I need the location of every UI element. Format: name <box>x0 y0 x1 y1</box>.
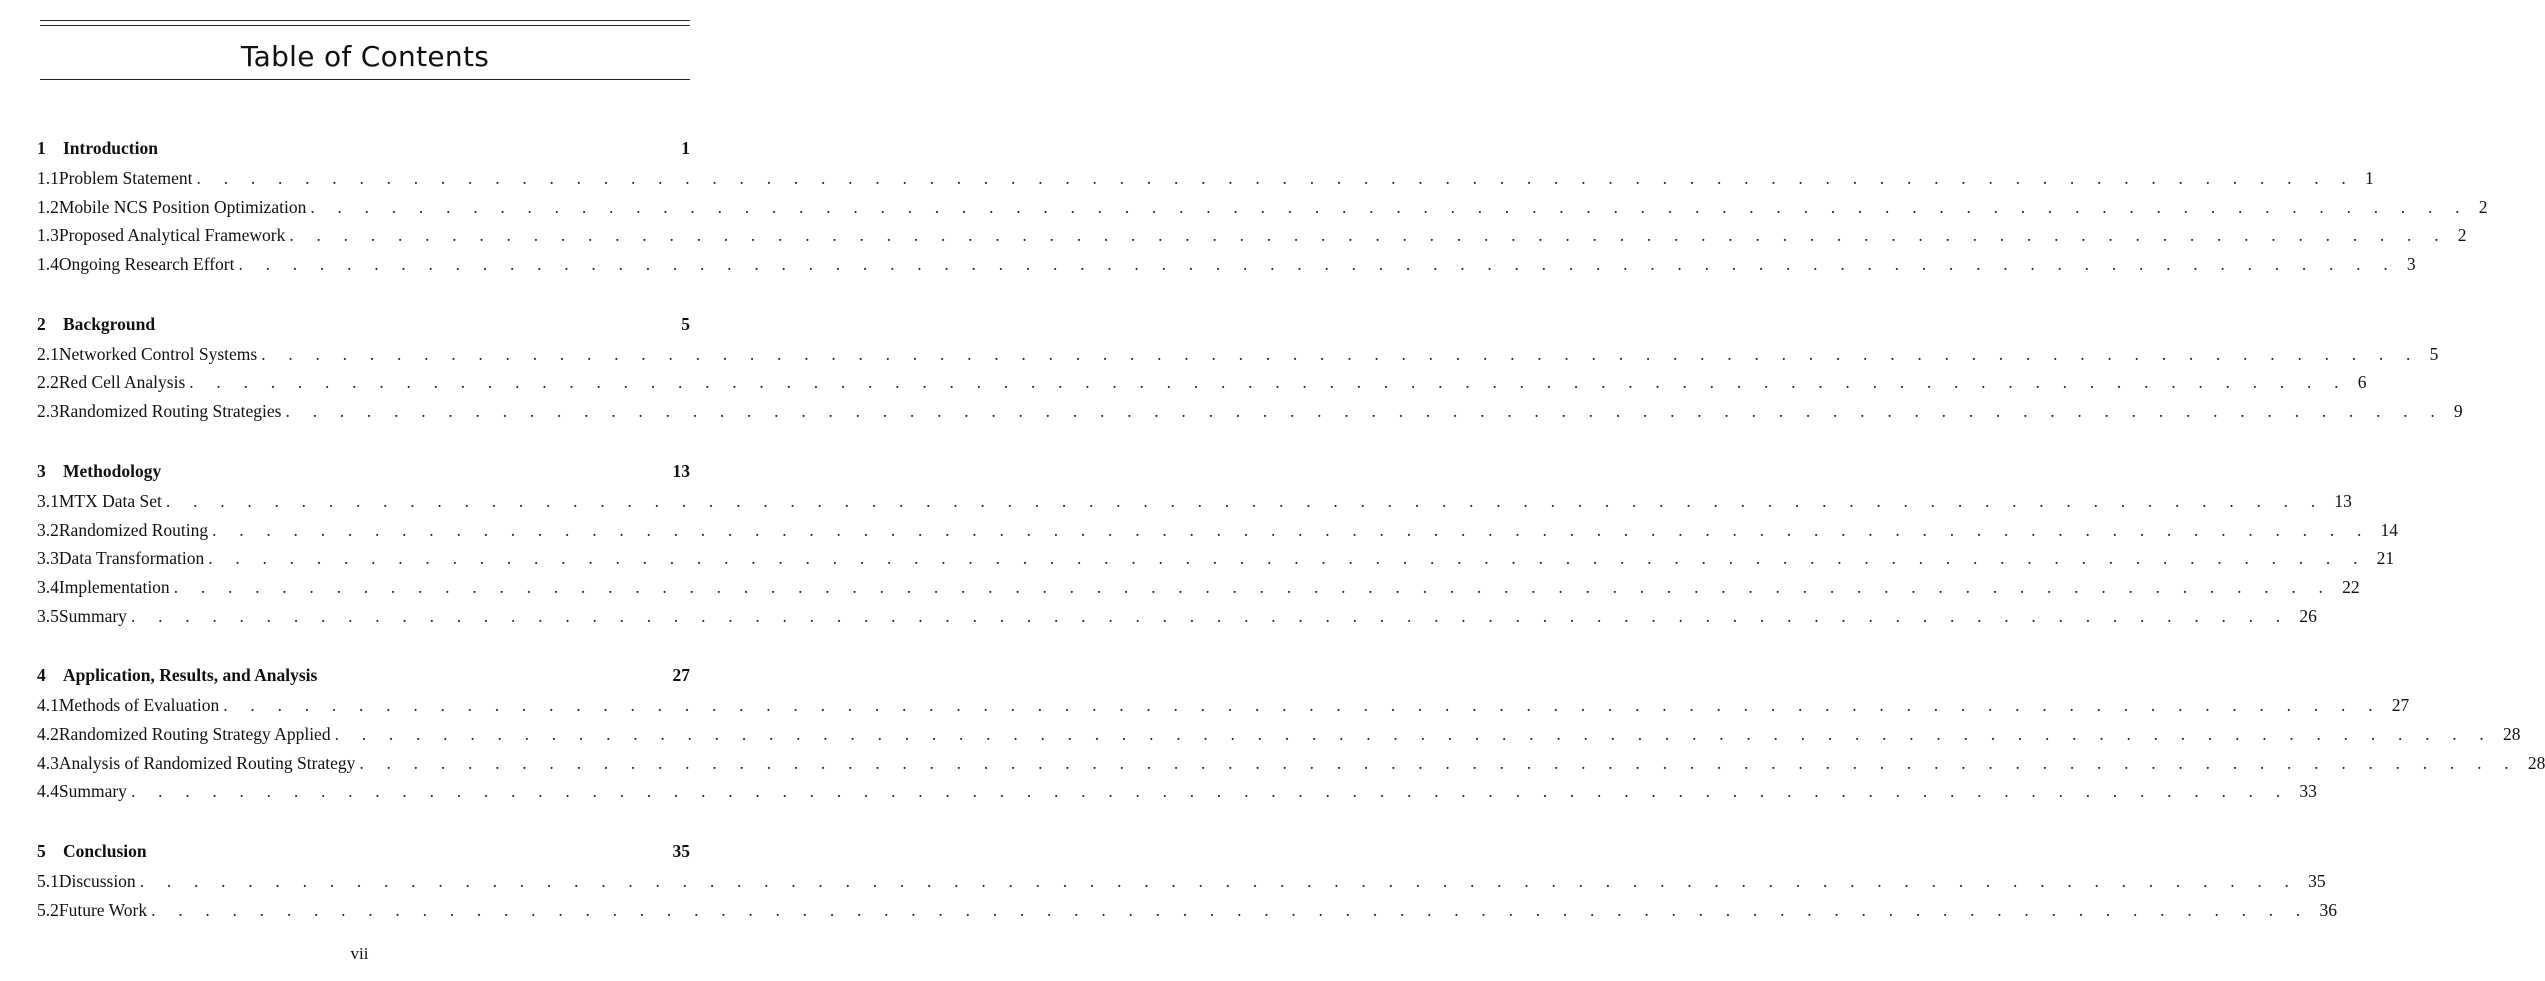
dot-leader: . . . . . . . . . . . . . . . . . . . . . . . . . . . . . . . . . . . . . . . . . . . . . . . . . . . . . . . . . . . . . . . . . . . . . . . . . . . . . . . . <box>130 781 2290 802</box>
chapter-page-number: 27 <box>672 665 690 686</box>
section-title: Data Transformation <box>58 548 205 569</box>
section-title: Summary <box>58 781 127 802</box>
section-page-number: 28 <box>2527 752 2545 773</box>
section-page-number: 5 <box>2429 343 2439 364</box>
section-number: 3.5 <box>37 605 59 626</box>
section-page-number: 35 <box>2308 871 2326 891</box>
toc-section-entry[interactable] <box>37 899 2338 929</box>
section-title: Mobile NCS Position Optimization <box>58 196 307 217</box>
section-page-number: 14 <box>2380 519 2399 540</box>
chapter-title: Conclusion <box>63 841 147 861</box>
chapter-number: 5 <box>37 841 46 861</box>
section-title: MTX Data Set <box>58 490 162 511</box>
dot-leader: . . . . . . . . . . . . . . . . . . . . . . . . . . . . . . . . . . . . . . . . . . . . . . . . . . . . . . . . . . . . . . . . . . . . . . . . . . . . . . . . <box>151 899 2310 920</box>
toc-section-entry[interactable] <box>37 548 2395 577</box>
chapter-title: Background <box>63 313 156 334</box>
section-page-number: 13 <box>2334 490 2352 511</box>
dot-leader: . . . . . . . . . . . . . . . . . . . . . . . . . . . . . . . . . . . . . . . . . . . . . . . . . . . . . . . . . . . . . . . . . . . . . . . . . . . . . . . . <box>130 605 2290 626</box>
chapter-title: Introduction <box>63 138 158 158</box>
chapter-page-number: 1 <box>681 138 690 158</box>
toc-chapter <box>37 313 2463 430</box>
toc-section-entry[interactable] <box>37 605 2317 635</box>
section-number: 4.2 <box>37 723 59 744</box>
dot-leader: . . . . . . . . . . . . . . . . . . . . . . . . . . . . . . . . . . . . . . . . . . . . . . . . . . . . . . . . . . . . . . . . . . . . . . . . . . . . . . . . <box>208 548 2367 569</box>
toc-section-entry[interactable] <box>37 723 2521 753</box>
chapter-number: 2 <box>37 313 46 334</box>
chapter-title: Application, Results, and Analysis <box>63 665 318 686</box>
section-number: 1.4 <box>37 254 59 275</box>
chapter-number: 4 <box>37 665 46 686</box>
dot-leader: . . . . . . . . . . . . . . . . . . . . . . . . . . . . . . . . . . . . . . . . . . . . . . . . . . . . . . . . . . . . . . . . . . . . . . . . . . . . . . . . <box>212 519 2371 540</box>
dot-leader: . . . . . . . . . . . . . . . . . . . . . . . . . . . . . . . . . . . . . . . . . . . . . . . . . . . . . . . . . . . . . . . . . . . . . . . . . . . . . . . . <box>196 168 2355 188</box>
toc-chapter <box>37 841 2338 928</box>
dot-leader: . . . . . . . . . . . . . . . . . . . . . . . . . . . . . . . . . . . . . . . . . . . . . . . . . . . . . . . . . . . . . . . . . . . . . . . . . . . . . . . . <box>289 225 2448 246</box>
section-title: Implementation <box>58 576 170 597</box>
chapter-page-number: 35 <box>672 841 690 861</box>
section-page-number: 22 <box>2342 576 2360 597</box>
section-title: Networked Control Systems <box>58 343 258 364</box>
section-page-number: 27 <box>2391 695 2410 716</box>
toc-section-entry[interactable] <box>37 871 2326 900</box>
table-of-contents <box>37 138 2545 928</box>
dot-leader: . . . . . . . . . . . . . . . . . . . . . . . . . . . . . . . . . . . . . . . . . . . . . . . . . . . . . . . . . . . . . . . . . . . . . . . . . . . . . . . . <box>285 401 2444 422</box>
toc-section-entry[interactable] <box>37 752 2545 782</box>
chapter-page-number: 5 <box>681 313 690 334</box>
toc-section-entry[interactable] <box>37 576 2360 606</box>
section-title: Proposed Analytical Framework <box>58 225 286 246</box>
chapter-number: 1 <box>37 138 46 158</box>
toc-chapter-entry[interactable] <box>37 314 690 344</box>
section-number: 5.1 <box>37 871 59 891</box>
section-number: 1.1 <box>37 168 59 188</box>
section-title: Ongoing Research Effort <box>58 254 235 275</box>
toc-section-entry[interactable] <box>37 401 2463 430</box>
toc-section-entry[interactable] <box>37 196 2488 226</box>
section-page-number: 28 <box>2503 723 2521 744</box>
toc-chapter <box>37 665 2545 810</box>
section-number: 4.4 <box>37 781 59 802</box>
dot-leader: . . . . . . . . . . . . . . . . . . . . . . . . . . . . . . . . . . . . . . . . . . . . . . . . . . . . . . . . . . . . . . . . . . . . . . . . . . . . . . . . <box>173 576 2333 597</box>
section-page-number: 9 <box>2453 401 2463 422</box>
section-page-number: 6 <box>2357 372 2367 393</box>
section-number: 4.1 <box>37 695 59 716</box>
toc-chapter-entry[interactable] <box>37 138 690 168</box>
top-rule <box>40 20 690 21</box>
toc-chapter-entry[interactable] <box>37 665 690 695</box>
section-page-number: 2 <box>2457 225 2467 246</box>
section-number: 5.2 <box>37 899 59 920</box>
chapter-number: 3 <box>37 460 46 481</box>
section-title: Problem Statement <box>58 168 193 188</box>
footer-page-number: vii <box>350 944 369 963</box>
toc-section-entry[interactable] <box>37 225 2467 254</box>
dot-leader: . . . . . . . . . . . . . . . . . . . . . . . . . . . . . . . . . . . . . . . . . . . . . . . . . . . . . . . . . . . . . . . . . . . . . . . . . . . . . . . . <box>310 196 2469 217</box>
section-title: Analysis of Randomized Routing Strategy <box>58 752 356 773</box>
section-page-number: 2 <box>2478 196 2488 217</box>
section-number: 3.1 <box>37 490 59 511</box>
toc-section-entry[interactable] <box>37 490 2352 520</box>
section-number: 3.3 <box>37 548 59 569</box>
dot-leader: . . . . . . . . . . . . . . . . . . . . . . . . . . . . . . . . . . . . . . . . . . . . . . . . . . . . . . . . . . . . . . . . . . . . . . . . . . . . . . . . <box>261 343 2420 364</box>
section-title: Red Cell Analysis <box>58 372 186 393</box>
section-title: Summary <box>58 605 127 626</box>
toc-chapter-entry[interactable] <box>37 461 690 491</box>
dot-leader: . . . . . . . . . . . . . . . . . . . . . . . . . . . . . . . . . . . . . . . . . . . . . . . . . . . . . . . . . . . . . . . . . . . . . . . . . . . . . . . . <box>238 254 2397 275</box>
dot-leader: . . . . . . . . . . . . . . . . . . . . . . . . . . . . . . . . . . . . . . . . . . . . . . . . . . . . . . . . . . . . . . . . . . . . . . . . . . . . . . . . <box>223 695 2382 716</box>
toc-section-entry[interactable] <box>37 695 2410 724</box>
toc-chapter-entry[interactable] <box>37 841 690 871</box>
top-rule-thin <box>40 25 690 26</box>
toc-section-entry[interactable] <box>37 343 2439 373</box>
section-title: Randomized Routing Strategies <box>58 401 282 422</box>
dot-leader: . . . . . . . . . . . . . . . . . . . . . . . . . . . . . . . . . . . . . . . . . . . . . . . . . . . . . . . . . . . . . . . . . . . . . . . . . . . . . . . . <box>189 372 2348 393</box>
section-number: 3.2 <box>37 519 59 540</box>
section-title: Methods of Evaluation <box>58 695 220 716</box>
section-number: 1.3 <box>37 225 59 246</box>
title-underline <box>40 79 690 80</box>
dot-leader: . . . . . . . . . . . . . . . . . . . . . . . . . . . . . . . . . . . . . . . . . . . . . . . . . . . . . . . . . . . . . . . . . . . . . . . . . . . . . . . . <box>139 871 2299 891</box>
section-title: Discussion <box>58 871 136 891</box>
toc-section-entry[interactable] <box>37 781 2317 810</box>
section-title: Future Work <box>58 899 148 920</box>
toc-section-entry[interactable] <box>37 519 2399 549</box>
dot-leader: . . . . . . . . . . . . . . . . . . . . . . . . . . . . . . . . . . . . . . . . . . . . . . . . . . . . . . . . . . . . . . . . . . . . . . . . . . . . . . . . <box>359 752 2518 773</box>
section-number: 4.3 <box>37 752 59 773</box>
toc-section-entry[interactable] <box>37 254 2416 283</box>
section-page-number: 1 <box>2364 168 2374 188</box>
section-number: 2.2 <box>37 372 59 393</box>
toc-section-entry[interactable] <box>37 372 2367 401</box>
dot-leader: . . . . . . . . . . . . . . . . . . . . . . . . . . . . . . . . . . . . . . . . . . . . . . . . . . . . . . . . . . . . . . . . . . . . . . . . . . . . . . . . <box>165 490 2325 511</box>
page-title: Table of Contents <box>240 40 490 73</box>
toc-chapter <box>37 138 2488 283</box>
section-page-number: 36 <box>2319 899 2338 920</box>
section-number: 2.3 <box>37 401 59 422</box>
section-number: 2.1 <box>37 343 59 364</box>
toc-chapter <box>37 460 2399 634</box>
section-number: 3.4 <box>37 576 59 597</box>
section-page-number: 26 <box>2299 605 2317 626</box>
dot-leader: . . . . . . . . . . . . . . . . . . . . . . . . . . . . . . . . . . . . . . . . . . . . . . . . . . . . . . . . . . . . . . . . . . . . . . . . . . . . . . . . <box>334 723 2494 744</box>
section-page-number: 21 <box>2376 548 2395 569</box>
section-page-number: 33 <box>2299 781 2317 802</box>
section-title: Randomized Routing Strategy Applied <box>58 723 331 744</box>
section-title: Randomized Routing <box>58 519 209 540</box>
toc-section-entry[interactable] <box>37 168 2374 197</box>
chapter-title: Methodology <box>63 460 162 481</box>
section-page-number: 3 <box>2406 254 2416 275</box>
chapter-page-number: 13 <box>672 460 690 481</box>
section-number: 1.2 <box>37 196 59 217</box>
